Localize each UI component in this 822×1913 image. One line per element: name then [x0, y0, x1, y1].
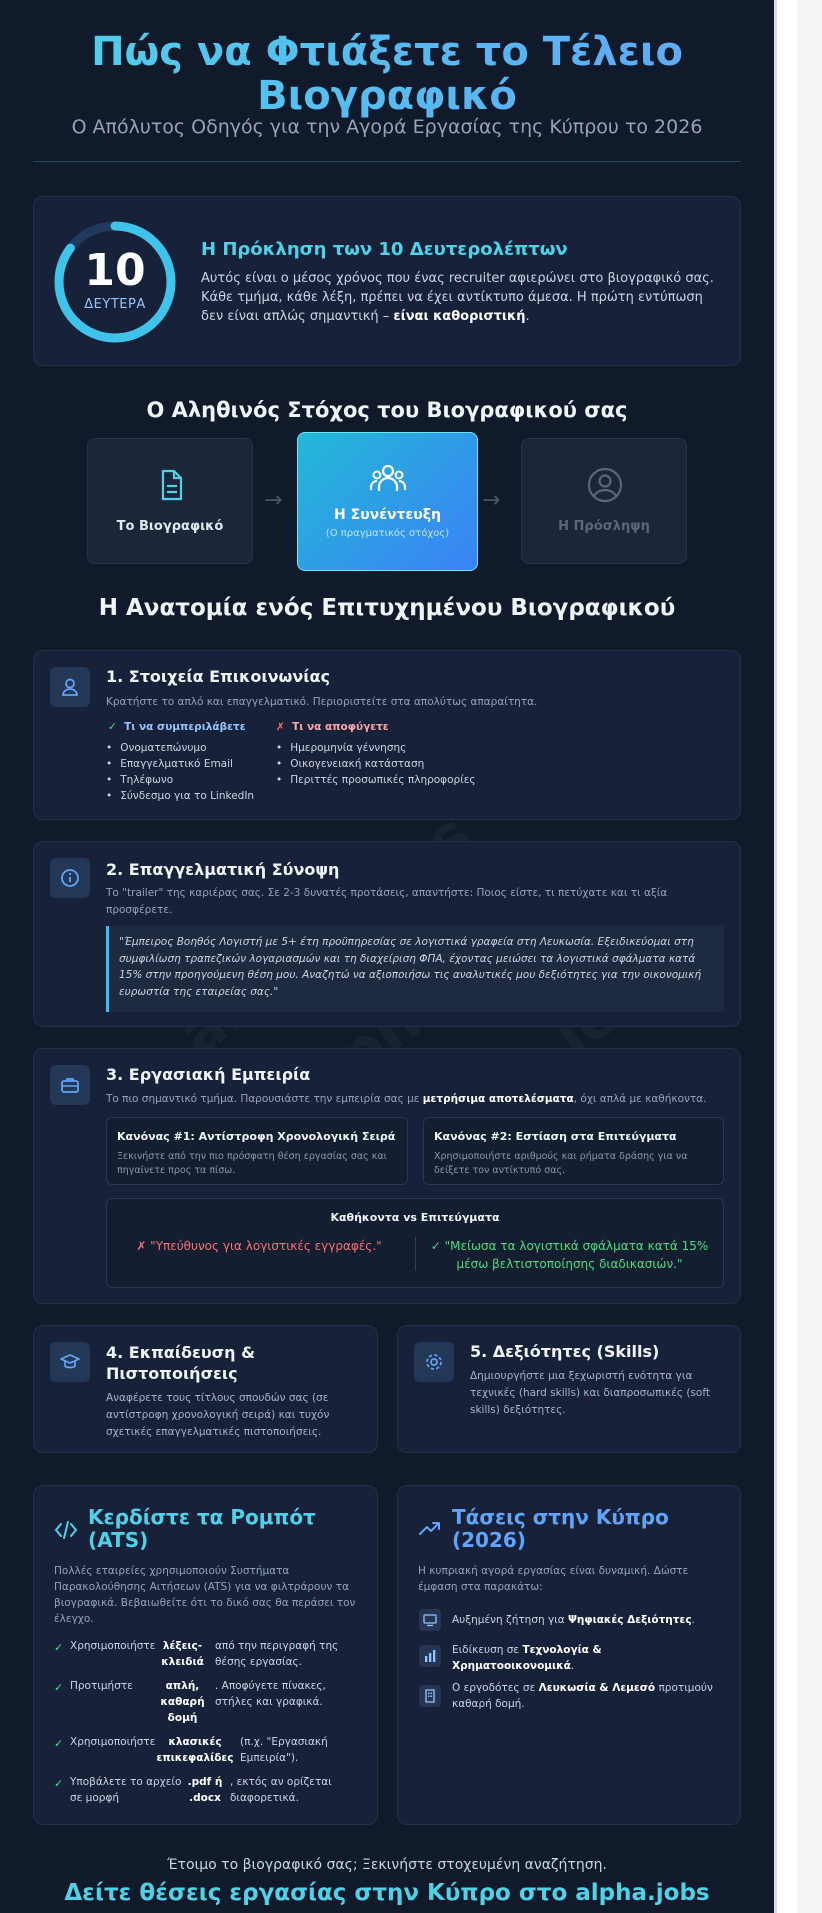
step-label: Το Βιογραφικό — [116, 519, 224, 534]
page-title: Πώς να Φτιάξετε το Τέλειο Βιογραφικό — [0, 30, 774, 118]
goal-heading: Ο Αληθινός Στόχος του Βιογραφικού σας — [146, 398, 628, 422]
rule-card-1 — [106, 1117, 408, 1185]
section-desc: Το "trailer" της καριέρας σας. Σε 2-3 δυνατές προτάσεις, απαντήστε: Ποιος είστε, τι πετύχατε και τι αξία προσφέρετε. — [106, 887, 668, 916]
list-item: • Τηλέφωνο — [106, 772, 254, 788]
user-circle-icon — [585, 465, 625, 505]
trend-item: Ο εργοδότες σε Λευκωσία & Λεμεσό προτιμούν καθαρή δομή. — [452, 1682, 713, 1710]
bad-example: ✗ "Υπεύθυνος για λογιστικές εγγραφές." — [136, 1239, 382, 1253]
include-list — [106, 740, 254, 804]
rule-text: Ξεκινήστε από την πιο πρόσφατη θέση εργασίας σας και πηγαίνετε προς τα πίσω. — [117, 1151, 387, 1176]
gear-icon — [414, 1342, 454, 1382]
section-title: 5. Δεξιότητες (Skills) — [470, 1342, 660, 1361]
section-title: 1. Στοιχεία Επικοινωνίας — [106, 667, 330, 686]
step-label: Η Πρόσληψη — [558, 519, 650, 534]
challenge-card — [33, 196, 741, 366]
step-sublabel: (Ο πραγματικός στόχος) — [325, 528, 450, 539]
list-item: • Ημερομηνία γέννησης — [276, 740, 476, 756]
arrow-right-icon: → — [482, 488, 501, 513]
window-edge — [797, 0, 822, 1913]
list-item: • Ονοματεπώνυμο — [106, 740, 254, 756]
section-title: 2. Επαγγελματική Σύνοψη — [106, 860, 340, 879]
section-desc: Αναφέρετε τους τίτλους σπουδών σας (σε αντίστροφη χρονολογική σειρά) και τυχόν σχετικές επαγγελματικές πιστοποιήσεις. — [106, 1392, 330, 1438]
footer-link[interactable]: Δείτε θέσεις εργασίας στην Κύπρο στο alpha.jobs — [64, 1880, 710, 1906]
challenge-number: 10 — [84, 245, 146, 296]
list-item: • Οικογενειακή κατάσταση — [276, 756, 476, 772]
check-icon: ✓ — [54, 1641, 64, 1654]
footer-text: Έτοιμο το βιογραφικό σας; Ξεκινήστε στοχευμένη αναζήτηση. — [167, 1857, 607, 1873]
trend-item: Αυξημένη ζήτηση για Ψηφιακές Δεξιότητες. — [452, 1614, 695, 1626]
step-hire — [521, 438, 687, 564]
ats-title: Κερδίστε τα Ρομπότ (ATS) — [88, 1505, 316, 1552]
page-subtitle: Ο Απόλυτος Οδηγός για την Αγορά Εργασίας της Κύπρου το 2026 — [71, 116, 703, 138]
document-icon — [151, 465, 191, 505]
trends-title: Τάσεις στην Κύπρο (2026) — [452, 1505, 669, 1552]
section-education — [33, 1325, 378, 1453]
info-icon — [50, 858, 90, 898]
people-icon — [368, 459, 408, 499]
section-desc: Το πιο σημαντικό τμήμα. Παρουσιάστε την εμπειρία σας με μετρήσιμα αποτελέσματα, όχι απλά με καθήκοντα. — [106, 1093, 707, 1105]
trend-item: Ειδίκευση σε Τεχνολογία & Χρηματοοικονομικά. — [452, 1644, 602, 1672]
comparison-title: Καθήκοντα vs Επιτεύγματα — [330, 1211, 500, 1224]
section-title: 3. Εργασιακή Εμπειρία — [106, 1065, 311, 1084]
rule-card-2 — [423, 1117, 724, 1185]
building-icon — [419, 1685, 441, 1707]
section-desc: Δημιουργήστε μια ξεχωριστή ενότητα για τεχνικές (hard skills) και διαπροσωπικές (soft skills) δεξιότητες. — [470, 1370, 710, 1416]
monitor-icon — [419, 1609, 441, 1631]
user-icon — [50, 667, 90, 707]
rule-title: Κανόνας #2: Εστίαση στα Επιτεύγματα — [434, 1130, 677, 1143]
trends-desc: Η κυπριακή αγορά εργασίας είναι δυναμική. Δώστε έμφαση στα παρακάτω: — [418, 1565, 689, 1593]
briefcase-icon — [50, 1065, 90, 1105]
rule-title: Κανόνας #1: Αντίστροφη Χρονολογική Σειρά — [117, 1130, 396, 1143]
list-item: • Περιττές προσωπικές πληροφορίες — [276, 772, 476, 788]
list-item: • Σύνδεσμο για το LinkedIn — [106, 788, 254, 804]
graduation-cap-icon — [50, 1342, 90, 1382]
list-item: • Επαγγελματικό Email — [106, 756, 254, 772]
step-label: Η Συνέντευξη — [334, 507, 441, 523]
ats-tip: Προτιμήστε απλή, καθαρή δομή . Αποφύγετε πίνακες, στήλες και γραφικά. — [70, 1680, 326, 1724]
section-title: 4. Εκπαίδευση & Πιστοποιήσεις — [106, 1343, 256, 1383]
avoid-heading: ✗ Τι να αποφύγετε — [276, 721, 389, 733]
arrow-right-icon: → — [264, 488, 283, 513]
good-example: ✓ "Μείωσα τα λογιστικά σφάλματα κατά 15% μέσω βελτιστοποίησης διαδικασιών." — [430, 1239, 709, 1271]
section-desc: Κρατήστε το απλό και επαγγελματικό. Περιοριστείτε στα απολύτως απαραίτητα. — [106, 696, 538, 708]
section-contact — [33, 650, 741, 820]
bar-chart-icon — [419, 1645, 441, 1667]
check-icon: ✓ — [54, 1737, 64, 1750]
section-skills — [397, 1325, 741, 1453]
step-interview — [297, 432, 478, 571]
challenge-text: Αυτός είναι ο μέσος χρόνος που ένας recruiter αφιερώνει στο βιογραφικό σας. Κάθε τμήμα, κάθε λέξη, πρέπει να έχει αντίκτυπο άμεσα. Η πρώτη εντύπωση δεν είναι απλώς σημαντική – είναι καθοριστική. — [201, 271, 714, 324]
challenge-title: Η Πρόκληση των 10 Δευτερολέπτων — [201, 239, 568, 260]
ats-desc: Πολλές εταιρείες χρησιμοποιούν Συστήματα Παρακολούθησης Αιτήσεων (ATS) για να φιλτράρουν τα βιογραφικά. Βεβαιωθείτε ότι το δικό σας θα περάσει τον έλεγχο. — [54, 1565, 356, 1625]
check-icon: ✓ — [54, 1681, 64, 1694]
divider — [33, 161, 741, 162]
ats-tip: Χρησιμοποιήστε λέξεις-κλειδιά από την περιγραφή της θέσης εργασίας. — [70, 1640, 339, 1668]
divider — [415, 1237, 416, 1271]
check-icon: ✓ — [54, 1777, 64, 1790]
challenge-unit: ΔΕΥΤΕΡΑ — [84, 297, 146, 312]
trend-up-icon — [418, 1518, 442, 1538]
code-icon — [54, 1520, 78, 1540]
include-heading: ✓ Τι να συμπεριλάβετε — [108, 721, 246, 733]
rule-text: Χρησιμοποιήστε αριθμούς και ρήματα δράσης για να δείξετε τον αντίκτυπό σας. — [434, 1151, 688, 1176]
scrollbar-track[interactable] — [774, 0, 777, 1913]
anatomy-heading: Η Ανατομία ενός Επιτυχημένου Βιογραφικού — [98, 595, 676, 621]
summary-example-quote: "Έμπειρος Βοηθός Λογιστή με 5+ έτη προϋπηρεσίας σε λογιστικά γραφεία στη Λευκωσία. Εξειδικεύομαι στη συμφιλίωση τραπεζικών λογαριασμών και τη διαχείριση ΦΠΑ, έχοντας μειώσει τα λογιστικά σφάλματα κατά 15% στην προηγούμενη θέση μου. Αναζητώ να αξιοποιήσω τις αναλυτικές μου δεξιότητες για την οικονομική ευρωστία της εταιρείας σας." — [106, 926, 724, 1012]
step-cv — [87, 438, 253, 564]
avoid-list — [276, 740, 476, 788]
ats-tip: Υποβάλετε το αρχείο σε μορφή .pdf ή .docx , εκτός αν ορίζεται διαφορετικά. — [70, 1776, 332, 1804]
duties-vs-achievements — [106, 1198, 724, 1288]
ats-tip: Χρησιμοποιήστε κλασικές επικεφαλίδες (π.χ. "Εργασιακή Εμπειρία"). — [70, 1736, 328, 1764]
